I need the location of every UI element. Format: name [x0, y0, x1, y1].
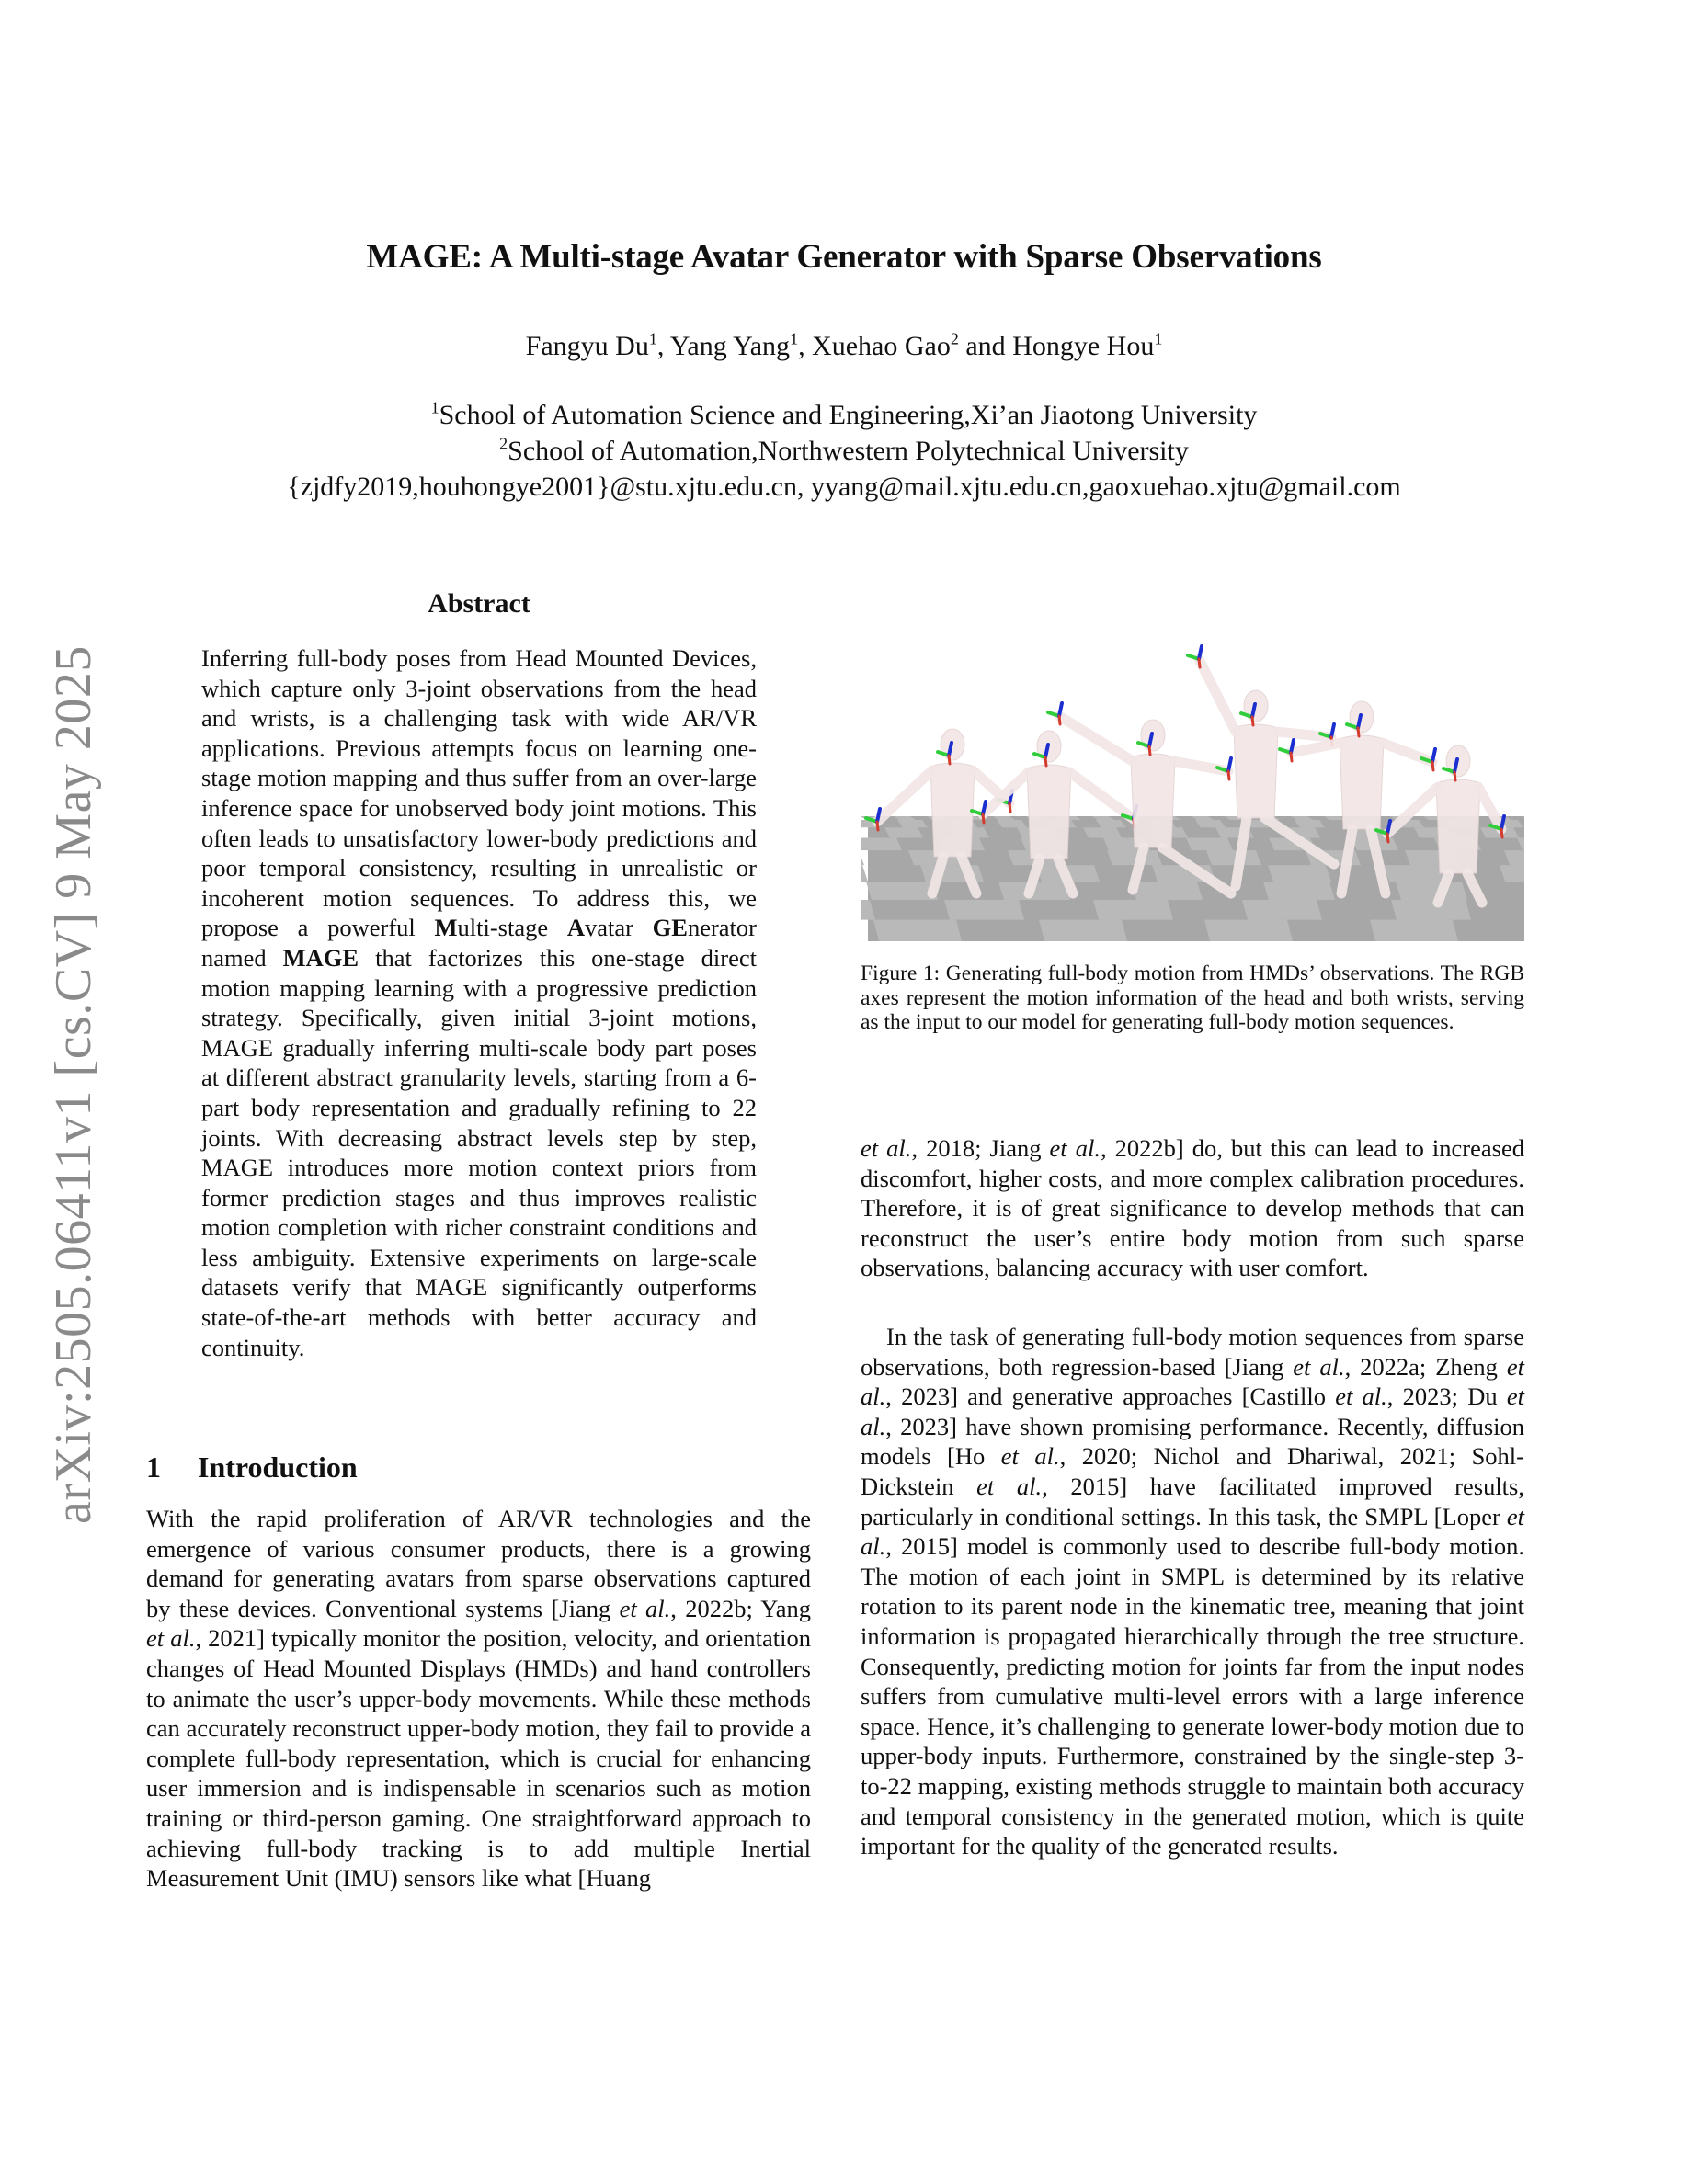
floor-tile [1204, 920, 1293, 941]
avatar-torso [1131, 754, 1175, 847]
floor-tile [1268, 865, 1331, 882]
right-wrist-axes-x-axis [1009, 803, 1010, 812]
author-name: Hongye Hou [1012, 331, 1155, 361]
head-axes-x-axis [1149, 746, 1150, 755]
abstract-heading: Abstract [428, 588, 530, 619]
affiliation-mark: 1 [648, 329, 657, 348]
citation-etal: et al. [1049, 1134, 1101, 1162]
avatar-left-arm [1291, 743, 1341, 753]
floor-tile [1039, 920, 1127, 941]
paper-title: MAGE: A Multi-stage Avatar Generator with Sparse Observations [366, 238, 1322, 276]
avatar-right-arm [1069, 772, 1134, 819]
abstract-acronym-expansion: Multi-stage Avatar GEnerator named [201, 914, 757, 972]
affiliation-mark: 2 [950, 329, 959, 348]
section-title: Introduction [198, 1450, 358, 1484]
citation-etal: et al. [861, 1382, 1524, 1440]
avatar-left-arm [877, 770, 932, 822]
floor-tile [861, 850, 864, 865]
avatar-torso [930, 763, 975, 857]
author-name: Fangyu Du [525, 331, 649, 361]
section-heading-introduction [146, 1450, 811, 1484]
introduction-paragraph-1: With the rapid proliferation of AR/VR technologies and the emergence of various consumer products, there is a growing demand for generating avatars from sparse observations captured by these devices. Conventional systems [Jiang et al., 2022b; Yang et al., 2021] typically monitor the position, velocity, and orientation changes of Head Mounted Displays (HMDs) and hand controllers to animate the user’s upper-body movements. While these methods can accurately reconstruct upper-body motion, they fail to provide a complete full-body representation, which is crucial for enhancing user immersion and is indispensable in scenarios such as motion training or third-person gaming. One straightforward approach to achieving full-body tracking is to add multiple Inertial Measurement Unit (IMU) sensors like what [Huang [146, 1505, 811, 1893]
floor-tile [1093, 900, 1173, 920]
floor-tile [1206, 850, 1261, 865]
citation-etal: et al. [861, 1134, 912, 1162]
author-name: Xuehao Gao [812, 331, 951, 361]
head-axes-x-axis [1358, 728, 1359, 736]
floor-tile [1391, 900, 1471, 920]
floor-tile [1242, 900, 1322, 920]
citation-etal: et al. [619, 1594, 671, 1622]
floor-tile [1370, 920, 1458, 941]
affiliation-2: $^2$School of Automation,Northwestern Polytechnical University [499, 434, 1189, 466]
citation-etal: et al. [146, 1624, 196, 1653]
section-number: 1 [146, 1450, 161, 1484]
figure-1-image [861, 618, 1524, 941]
affiliation-1: $^1$School of Automation Science and Engineering,Xi’an Jiaotong University [430, 398, 1258, 430]
left-wrist-axes-x-axis [1059, 716, 1060, 724]
citation-etal: et al. [1293, 1352, 1345, 1381]
right-wrist-axes-x-axis [1501, 829, 1502, 837]
right-wrist-axes-x-axis [1228, 771, 1229, 779]
head-axes-x-axis [1252, 717, 1253, 725]
arxiv-stamp-text: arXiv:2505.06411v1 [cs.CV] 9 May 2025 [45, 645, 102, 1524]
floor-tile [873, 920, 962, 941]
introduction-paragraph-2: In the task of generating full-body motion sequences from sparse observations, both regression-based [Jiang et al., 2022a; Zheng et al., 2023] and generative approaches [Castillo et al., 2023; Du et al., 2023] have shown promising performance. Recently, diffusion models [Ho et al., 2020; Nichol and Dhariwal, 2021; Sohl-Dickstein et al., 2015] have facilitated improved results, particularly in conditional settings. In this task, the SMPL [Loper et al., 2015] model is commonly used to describe full-body motion. The motion of each joint in SMPL is determined by its relative rotation to its parent node in the kinematic tree, meaning that joint information is propagated hierarchically through the tree structure. Consequently, predicting motion for joints far from the input nodes suffers from cumulative multi-level errors with a large inference space. Hence, it’s challenging to generate lower-body motion due to upper-body inputs. Furthermore, constrained by the single-step 3-to-22 mapping, existing methods struggle to maintain both accuracy and temporal consistency in the generated motion, which is quite important for the quality of the generated results. [861, 1323, 1524, 1860]
floor-tile [944, 900, 1024, 920]
floor-tile [1083, 827, 1122, 837]
avatar-torso [1340, 735, 1384, 829]
author-list: Fangyu Du$^1$, Yang Yang$^1$, Xuehao Gao$^2$ and Hongye Hou$^1$ [525, 329, 1163, 361]
affiliations [0, 397, 1688, 505]
floor-tile [1263, 882, 1335, 900]
author-name: Yang Yang [669, 331, 791, 361]
floor-tile [861, 837, 902, 850]
arxiv-stamp [37, 607, 110, 1563]
avatar-left-arm [1199, 659, 1236, 732]
floor-tile [884, 827, 923, 837]
floor-tile [1396, 882, 1467, 900]
motion-sequence-render [861, 618, 1524, 941]
citation-etal: et al. [861, 1352, 1524, 1411]
head-axes-x-axis [949, 756, 950, 764]
avatar-left-arm [983, 772, 1029, 814]
avatar-left-arm [1059, 716, 1133, 761]
avatar-torso [1436, 779, 1480, 873]
figure-1-caption: Figure 1: Generating full-body motion from HMDs’ observations. The RGB axes represent the motion information of the head and both wrists, serving as the input to our model for generating full-body motion sequences. [861, 961, 1524, 1034]
affiliation-mark: 1 [1154, 329, 1163, 348]
left-wrist-axes-x-axis [983, 814, 984, 823]
avatar-torso [1234, 724, 1278, 818]
avatar-torso [1027, 765, 1071, 859]
floor-tile [861, 865, 868, 882]
introduction-paragraph-1-continued: et al., 2018; Jiang et al., 2022b] do, but this can lead to increased discomfort, higher costs, and more complex calibration procedures. Therefore, it is of great significance to develop methods that can reconstruct the user’s entire body motion from such sparse observations, balancing accuracy with user comfort. [861, 1134, 1524, 1282]
floor-tile [866, 882, 938, 900]
citation-etal: et al. [976, 1472, 1043, 1500]
left-wrist-axes-x-axis [1291, 753, 1292, 761]
citation-etal: et al. [861, 1502, 1524, 1561]
right-wrist-axes-x-axis [1432, 762, 1433, 770]
abstract-text: Inferring full-body poses from Head Mounted Devices, which capture only 3-joint observations from the head and wrists, is a challenging task with wide AR/VR applications. Previous attempts focus on learning one-stage motion mapping and thus suffer from an over-large inference space for unobserved body joint motions. This often leads to unsatisfactory lower-body predictions and poor temporal consistency, resulting in unrealistic or incoherent motion sequences. To address this, we propose a powerful Multi-stage Avatar GEnerator named MAGE that factorizes this one-stage direct motion mapping learning with a progressive prediction strategy. Specifically, given initial 3-joint motions, MAGE gradually inferring multi-scale body part poses at different abstract granularity levels, starting from a 6-part body representation and gradually refining to 22 joints. With decreasing abstract levels step by step, MAGE introduces more motion context priors from former prediction stages and thus improves realistic motion completion with richer constraint conditions and less ambiguity. Extensive experiments on large-scale datasets verify that MAGE significantly outperforms state-of-the-art methods with better accuracy and continuity. [201, 644, 758, 1361]
citation-etal: et al. [1335, 1382, 1387, 1411]
left-wrist-axes-x-axis [1387, 834, 1388, 842]
head-axes-x-axis [1454, 772, 1455, 780]
floor-tile [1186, 837, 1233, 850]
left-wrist-axes-x-axis [1199, 659, 1200, 667]
left-wrist-axes-x-axis [877, 822, 878, 830]
author-emails: {zjdfy2019,houhongye2001}@stu.xjtu.edu.cn, yyang@mail.xjtu.edu.cn,gaoxuehao.xjtu@gmail.com [287, 472, 1401, 502]
floor-tile [1384, 865, 1447, 882]
head-axes-x-axis [1045, 757, 1046, 766]
affiliation-mark: 1 [790, 329, 799, 348]
citation-etal: et al. [1000, 1442, 1060, 1471]
floor-tile [1131, 882, 1203, 900]
